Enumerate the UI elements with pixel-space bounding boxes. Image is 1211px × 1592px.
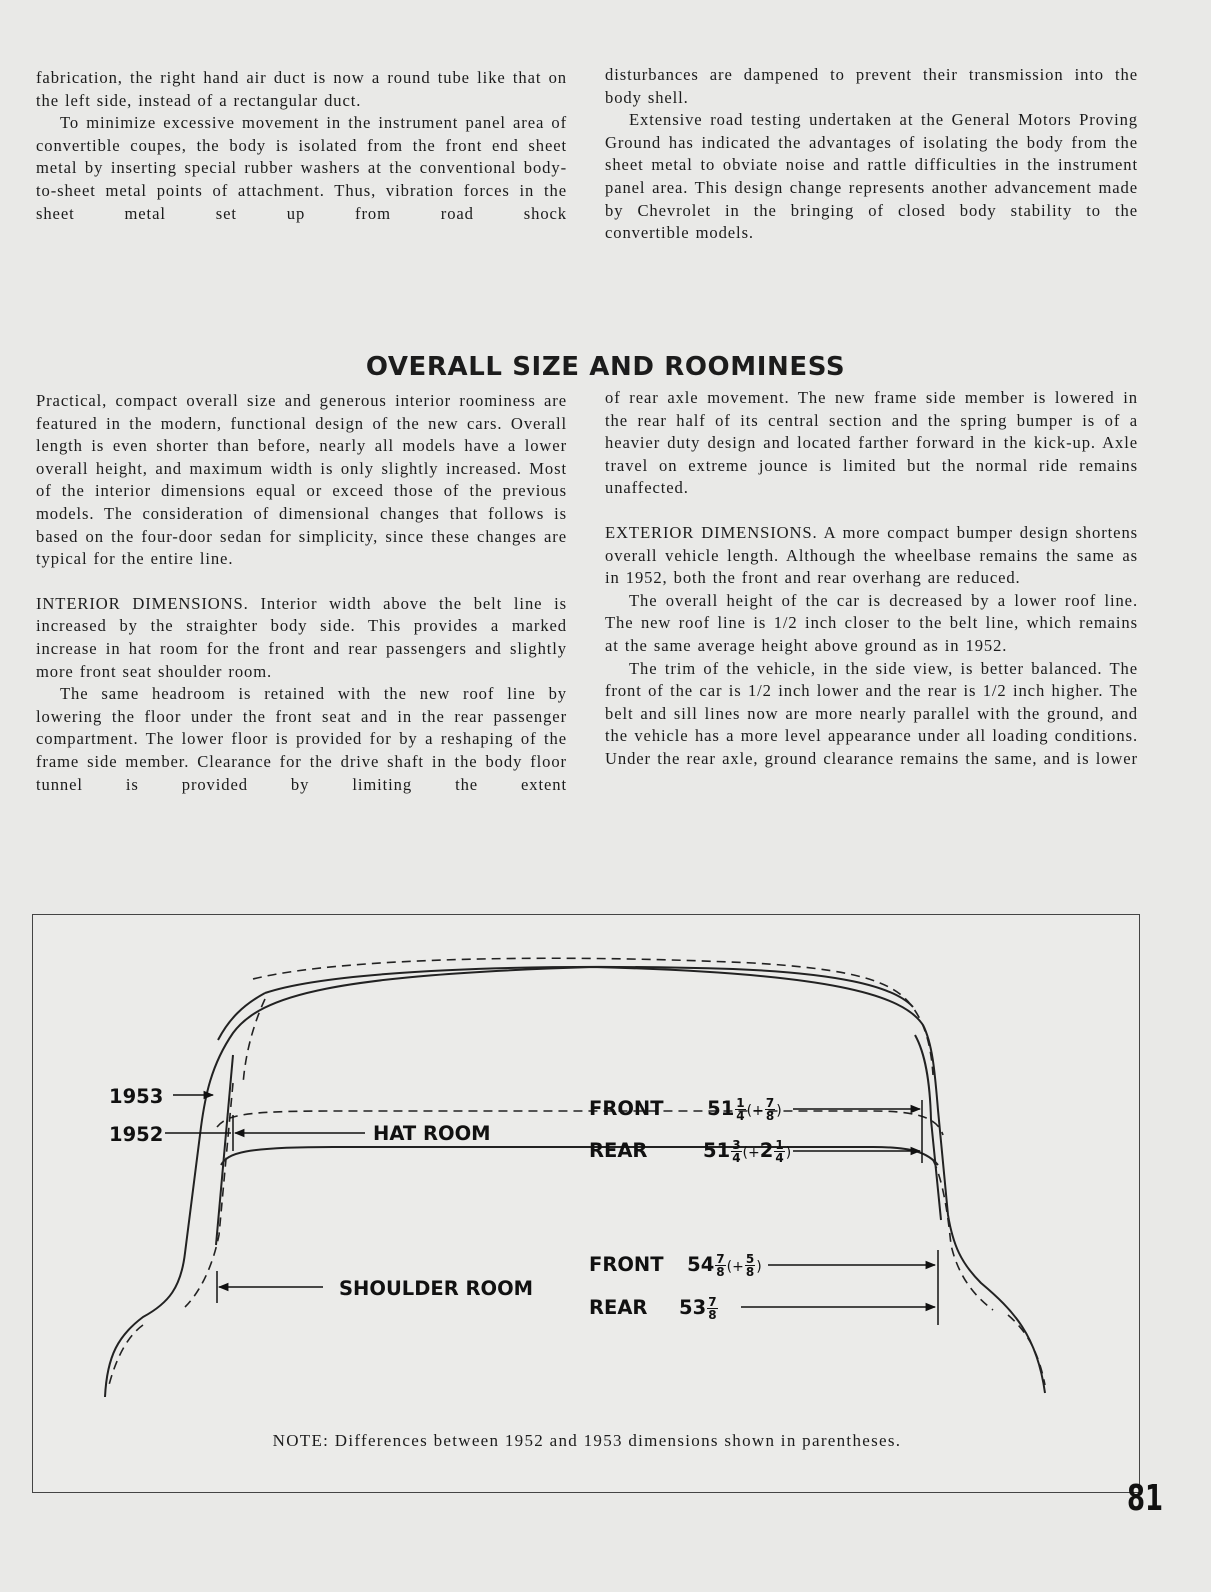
main-left-column (36, 390, 567, 796)
shoulder-front-label: FRONT (589, 1253, 664, 1276)
top-right-column (605, 64, 1138, 245)
body-outline-1952 (253, 958, 933, 1075)
fraction: $\frac{5}{8}$ (745, 1252, 755, 1279)
hat-rear-measure: REAR 51 $\frac{3}{4}$ (+2 $\frac{1}{4}$ ) (589, 1138, 792, 1165)
roof-line (265, 967, 913, 1007)
fraction: $\frac{1}{4}$ (775, 1138, 784, 1165)
body-outline-1952 (933, 1160, 993, 1310)
paragraph: The same headroom is retained with the new roof line by lowering the floor under the front seat and in the rear passenger compartment. The lower floor is provided for by a reshaping of the frame side member. Clearance for the drive shaft in the body floor tunnel is provided by limiting the extent (36, 684, 567, 794)
dimension-diagram (32, 914, 1140, 1493)
paragraph: of rear axle movement. The new frame side member is lowered in the rear half of its central section and the spring bumper is of a heavier duty design and located farther forward in the kick-up. Axle travel on extreme jounce is limited but the normal ride remains unaffected. (605, 388, 1138, 498)
hat-front-measure: FRONT 51 $\frac{1}{4}$ (+ $\frac{7}{8}$ ) (589, 1096, 782, 1123)
inner-pillar-left (216, 1055, 233, 1245)
main-right-column (605, 387, 1138, 771)
body-outline-1952 (1008, 1315, 1045, 1385)
paragraph: The overall height of the car is decreased by a lower roof line. The new roof line is 1/2 inch closer to the belt line, which remains at the same average height above ground as in 1952. (605, 590, 1138, 655)
belt-line (221, 1147, 938, 1165)
shoulder-rear-label: REAR (589, 1296, 648, 1319)
paragraph: Practical, compact overall size and generous interior roominess are featured in the modern, functional design of the new cars. Overall length is even shorter than before, nearly all models have a lower overall height, and maximum width is only slightly increased. Most of the interior dimensions equal or exceed those of the previous models. The consideration of dimensional changes that follows is based on the four-door sedan for simplicity, since these changes are typical for the entire line. (36, 391, 567, 569)
paragraph: INTERIOR DIMENSIONS. Interior width above the belt line is increased by the straighter body side. This provides a marked increase in hat room for the front and rear passengers and slightly more front seat shoulder room. (36, 593, 567, 681)
inner-pillar-right (915, 1035, 941, 1220)
fraction: $\frac{3}{4}$ (732, 1138, 741, 1165)
paragraph: EXTERIOR DIMENSIONS. A more compact bumper design shortens overall vehicle length. Although the wheelbase remains the same as in 1952, both the front and rear overhang are reduced. (605, 522, 1138, 588)
hat-front-whole: 51 (707, 1097, 735, 1120)
body-outline-1953 (105, 967, 1045, 1397)
section-title: OVERALL SIZE AND ROOMINESS (365, 352, 846, 382)
hat-room-label: HAT ROOM (373, 1122, 491, 1145)
body-outline-drawing (33, 915, 1141, 1494)
shoulder-front-whole: 54 (687, 1253, 715, 1276)
fraction: $\frac{1}{4}$ (736, 1096, 745, 1123)
body-outline-1952 (243, 999, 265, 1085)
paragraph: fabrication, the right hand air duct is now a round tube like that on the left side, instead of a rectangular duct. (36, 68, 567, 110)
fraction: $\frac{7}{8}$ (765, 1096, 775, 1123)
label-1952: 1952 (109, 1123, 164, 1146)
shoulder-front-measure: FRONT 54 $\frac{7}{8}$ (+ $\frac{5}{8}$ ) (589, 1252, 762, 1279)
shoulder-rear-whole: 53 (679, 1296, 707, 1319)
figure-note: NOTE: Differences between 1952 and 1953 dimensions shown in parentheses. (272, 1431, 902, 1450)
page-number: 81 (1127, 1478, 1164, 1519)
shoulder-rear-measure (589, 1296, 719, 1321)
paragraph: disturbances are dampened to prevent their transmission into the body shell. (605, 65, 1138, 107)
hat-rear-label: REAR (589, 1139, 648, 1162)
paragraph: Extensive road testing undertaken at the General Motors Proving Ground has indicated the advantages of isolating the body from the sheet metal to obviate noise and rattle difficulties in the instrument panel area. This design change represents another advancement made by Chevrolet in the bringing of closed body stability to the convertible models. (605, 110, 1138, 243)
hat-rear-whole: 51 (703, 1139, 731, 1162)
shoulder-room-label: SHOULDER ROOM (339, 1277, 534, 1300)
top-left-column (36, 67, 567, 225)
paragraph: To minimize excessive movement in the instrument panel area of convertible coupes, the body is isolated from the front end sheet metal by inserting special rubber washers at the conventional body-to-sheet metal points of attachment. Thus, vibration forces in the sheet metal set up from road shock (36, 113, 567, 223)
label-1953: 1953 (109, 1085, 164, 1108)
hat-front-label: FRONT (589, 1097, 664, 1120)
body-outline-1952 (217, 1111, 943, 1135)
fraction: $\frac{7}{8}$ (716, 1252, 725, 1279)
paragraph: The trim of the vehicle, in the side view, is better balanced. The front of the car is 1/2 inch lower and the rear is 1/2 inch higher. The belt and sill lines now are more nearly parallel with the ground, and the vehicle has a more level appearance under all loading conditions. Under the rear axle, ground clearance remains the same, and is lower (605, 658, 1138, 768)
fraction: $\frac{7}{8}$ (708, 1295, 717, 1322)
